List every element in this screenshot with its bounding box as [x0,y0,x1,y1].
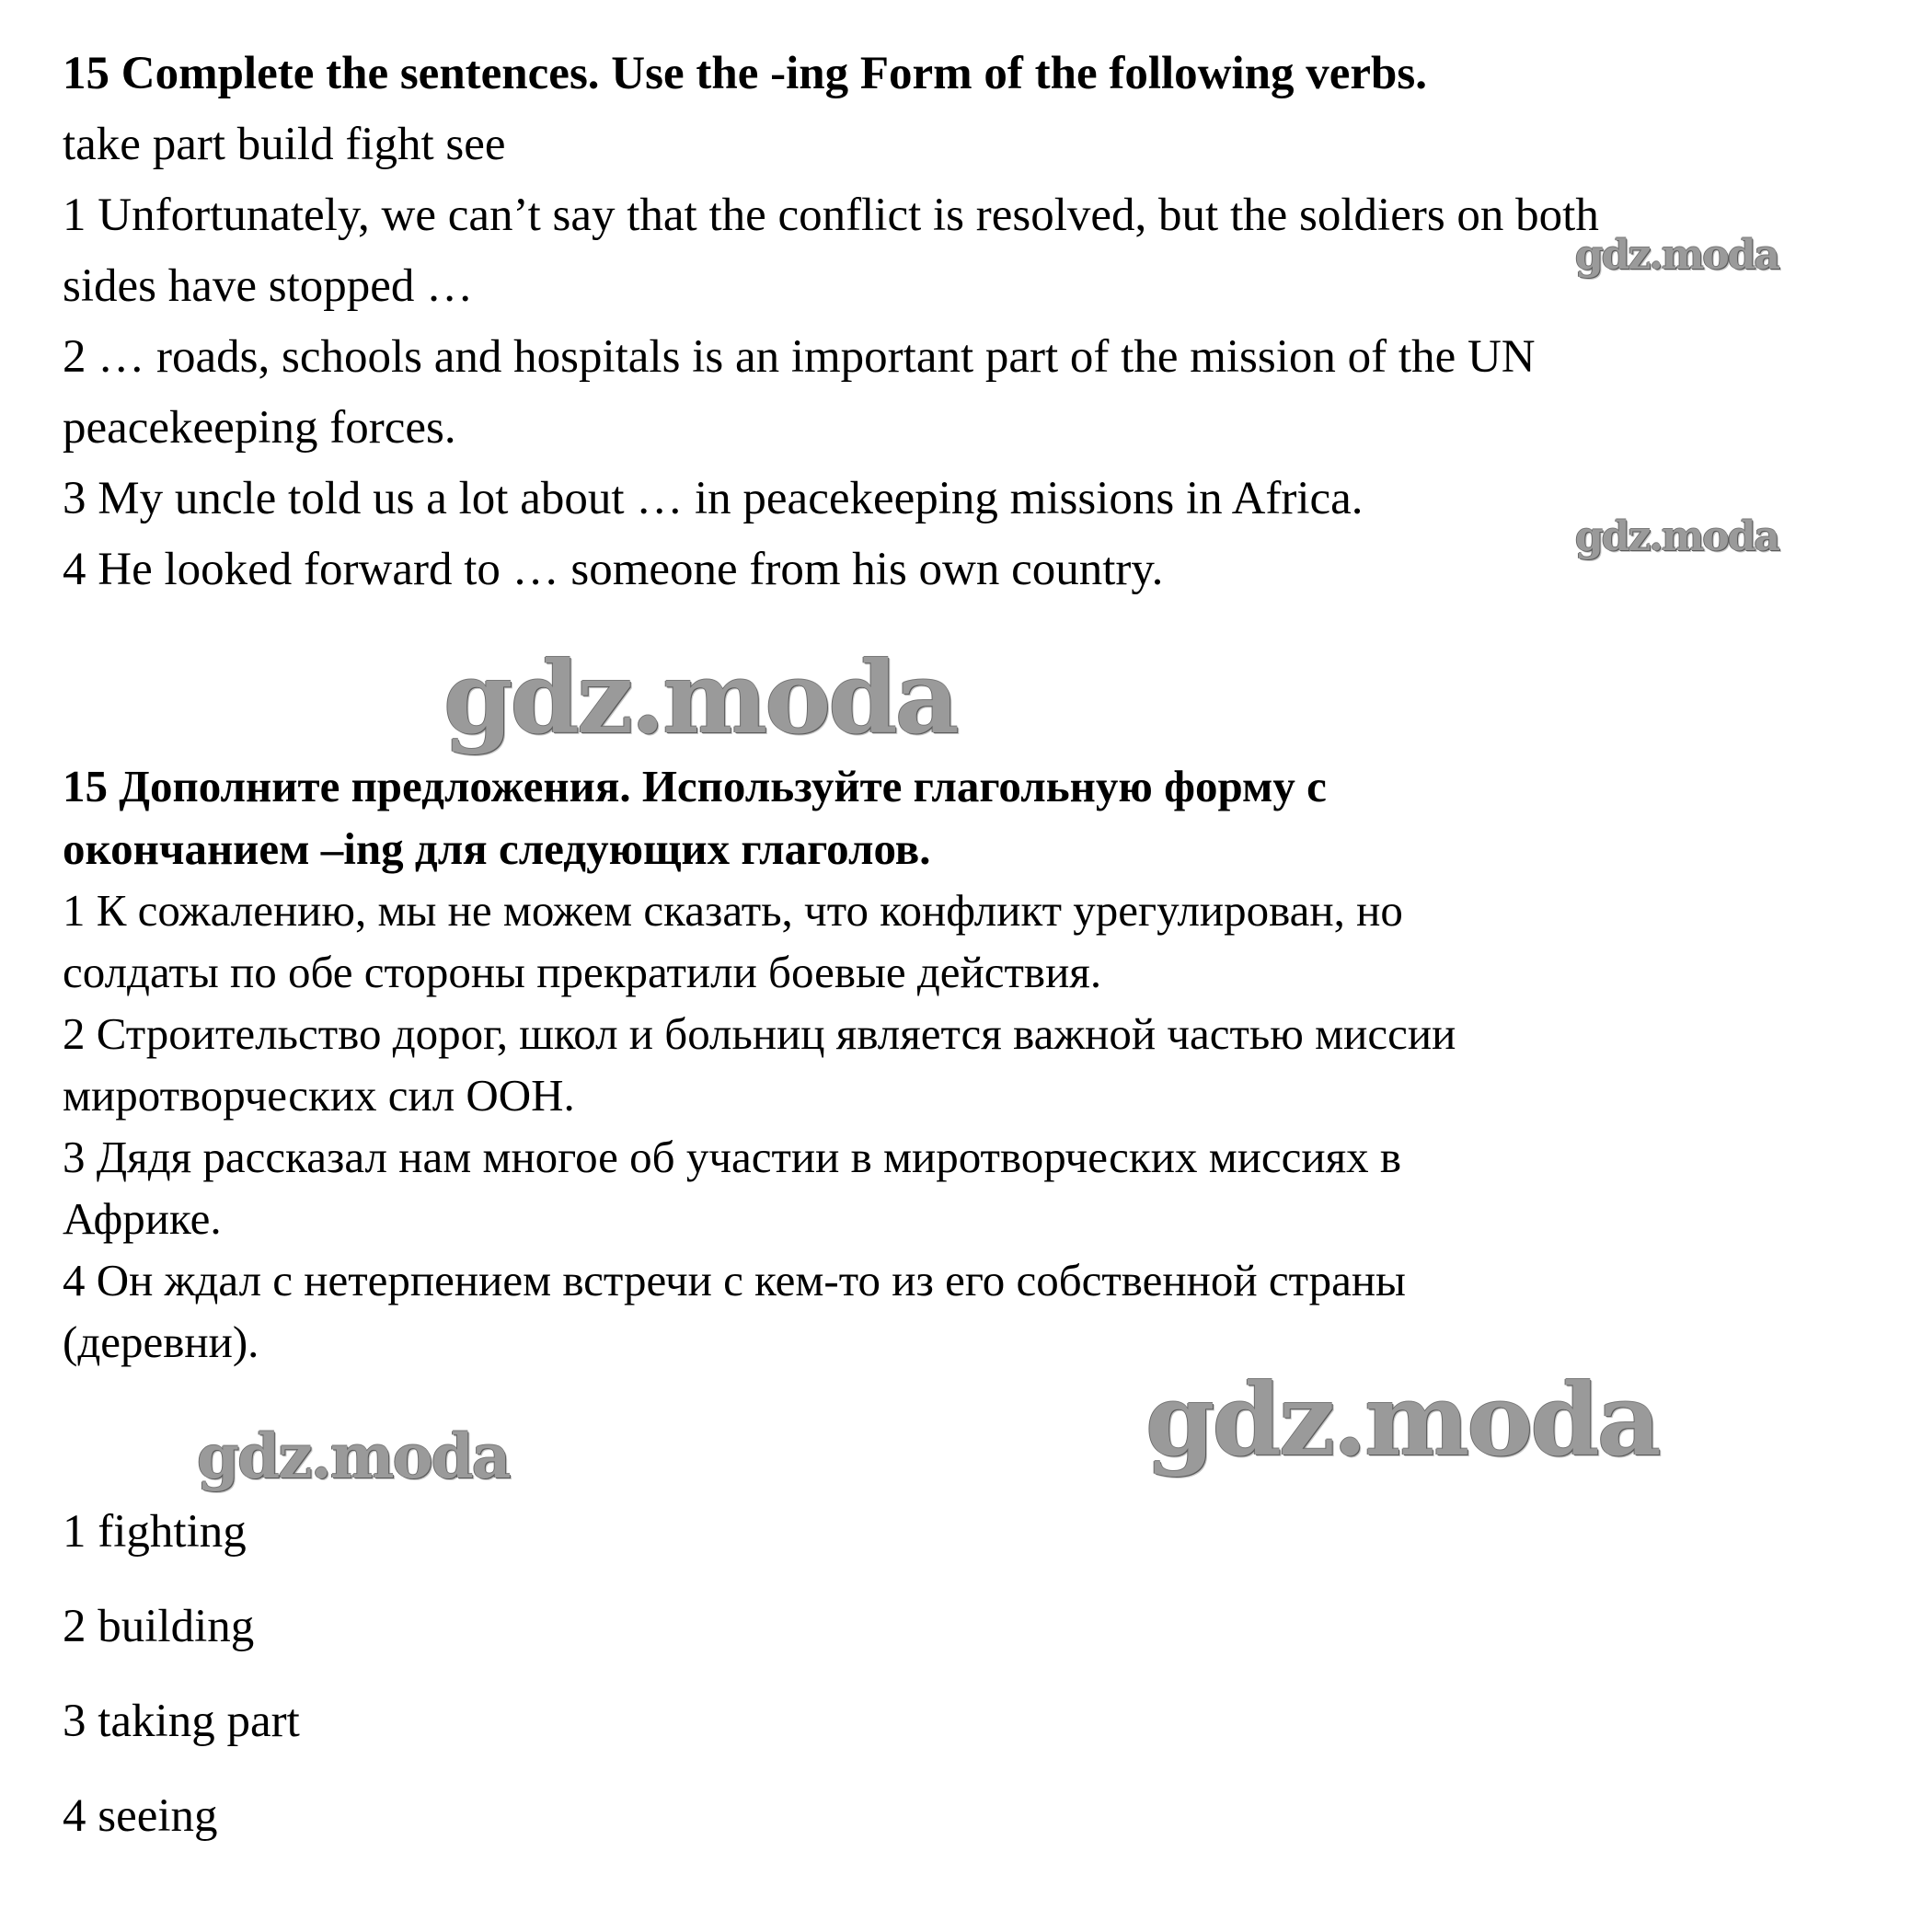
watermark: gdz.moda [1145,1363,1659,1478]
ru-item-2-line-2: миротворческих сил ООН. [63,1070,575,1121]
en-item-2-line-2: peacekeeping forces. [63,402,456,454]
en-item-1-line-1: 1 Unfortunately, we can’t say that the conflict is resolved, but the soldiers on both [63,190,1599,241]
ru-item-1-line-2: солдаты по обе стороны прекратили боевые действия. [63,947,1102,997]
en-item-4: 4 He looked forward to … someone from his own country. [63,544,1164,595]
exercise-heading-ru-line-1: 15 Дополните предложения. Используйте глагольную форму с [63,761,1327,811]
watermark: gdz.moda [443,640,957,756]
watermark: gdz.moda [197,1420,510,1492]
ru-item-4-line-2: (деревни). [63,1317,259,1367]
answer-4: 4 seeing [63,1790,218,1842]
en-item-3: 3 My uncle told us a lot about … in peacekeeping missions in Africa. [63,473,1364,524]
exercise-heading-en: 15 Complete the sentences. Use the -ing Form of the following verbs. [63,48,1428,99]
ru-item-2-line-1: 2 Строительство дорог, школ и больниц является важной частью миссии [63,1008,1456,1059]
ru-item-3-line-1: 3 Дядя рассказал нам многое об участии в миротворческих миссиях в [63,1132,1402,1182]
word-bank: take part build fight see [63,119,506,170]
ru-item-1-line-1: 1 К сожалению, мы не можем сказать, что конфликт урегулирован, но [63,885,1403,936]
ru-item-4-line-1: 4 Он ждал с нетерпением встречи с кем-то из его собственной страны [63,1255,1406,1305]
exercise-heading-ru-line-2: окончанием –ing для следующих глаголов. [63,823,931,874]
ru-item-3-line-2: Африке. [63,1193,222,1244]
watermark: gdz.moda [1575,232,1779,279]
answer-3: 3 taking part [63,1696,300,1747]
answer-2: 2 building [63,1601,255,1652]
en-item-2-line-1: 2 … roads, schools and hospitals is an important part of the mission of the UN [63,331,1536,383]
watermark: gdz.moda [1575,513,1779,560]
answer-1: 1 fighting [63,1506,247,1558]
en-item-1-line-2: sides have stopped … [63,260,474,312]
